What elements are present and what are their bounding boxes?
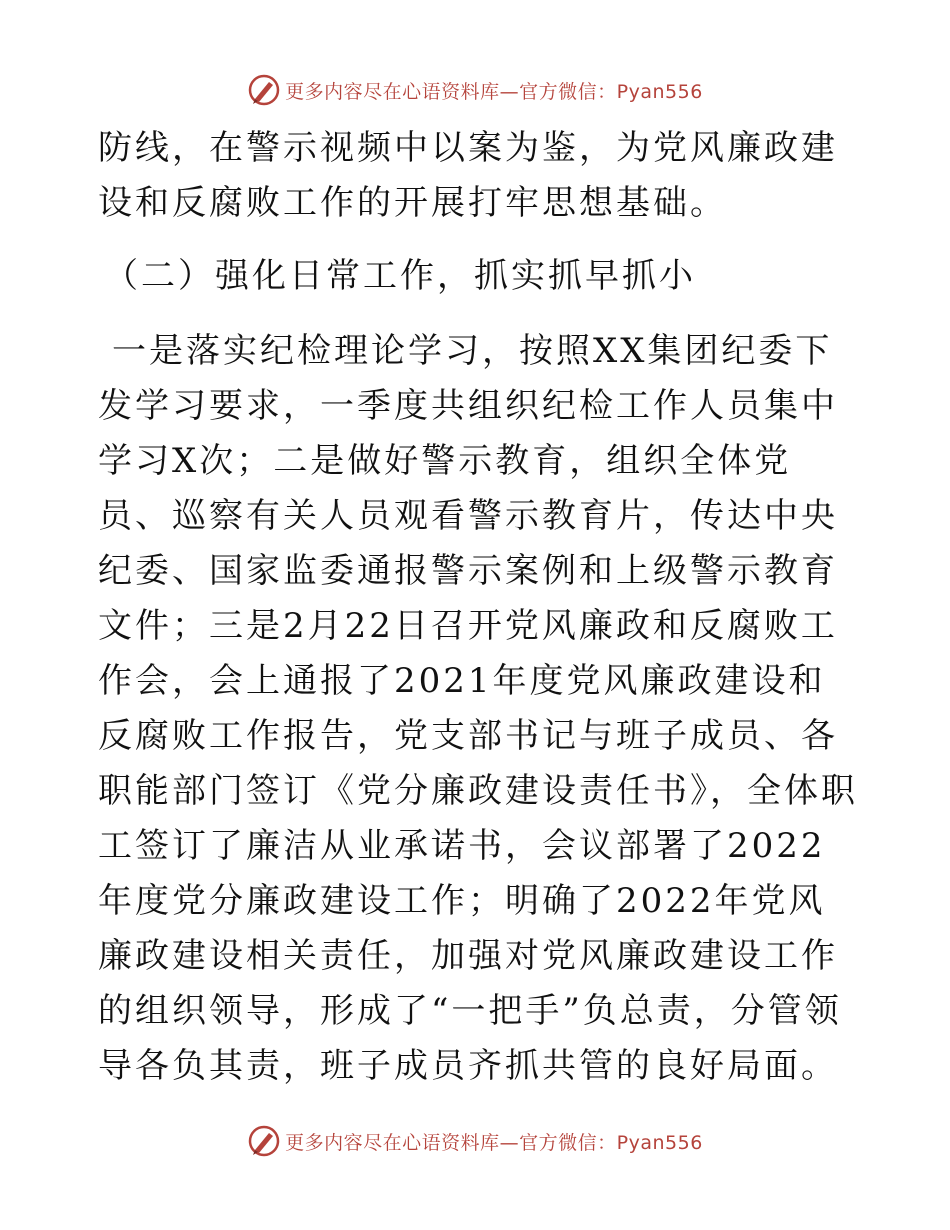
paragraph-continued: 防线，在警示视频中以案为鉴，为党风廉政建设和反腐败工作的开展打牢思想基础。 — [98, 128, 838, 223]
document-body — [98, 121, 858, 1094]
pen-logo-icon — [247, 1124, 281, 1158]
paragraph-details: 一是落实纪检理论学习，按照XX集团纪委下发学习要求，一季度共组织纪检工作人员集中学习X次；二是做好警示教育，组织全体党员、巡察有关人员观看警示教育片，传达中央纪委、国家监委通报警示案例和上级警示教育文件；三是2月22日召开党风廉政和反腐败工作会，会上通报了2021年度党风廉政建设和反腐败工作报告，党支部书记与班子成员、各职能部门签订《党分廉政建设责任书》，全体职工签订了廉洁从业承诺书，会议部署了2022年度党分廉政建设工作；明确了2022年党风廉政建设相关责任，加强对党风廉政建设工作的组织领导，形成了“一把手”负总责，分管领导各负其责，班子成员齐抓共管的良好局面。 — [98, 331, 858, 1086]
section-heading: （二）强化日常工作，抓实抓早抓小 — [104, 256, 696, 296]
footer-banner-text: 更多内容尽在心语资料库—官方微信：Pyan556 — [285, 1131, 703, 1154]
footer-watermark — [0, 1121, 950, 1161]
header-watermark — [0, 70, 950, 110]
header-banner-text: 更多内容尽在心语资料库—官方微信：Pyan556 — [285, 80, 703, 103]
pen-logo-icon — [247, 73, 281, 107]
